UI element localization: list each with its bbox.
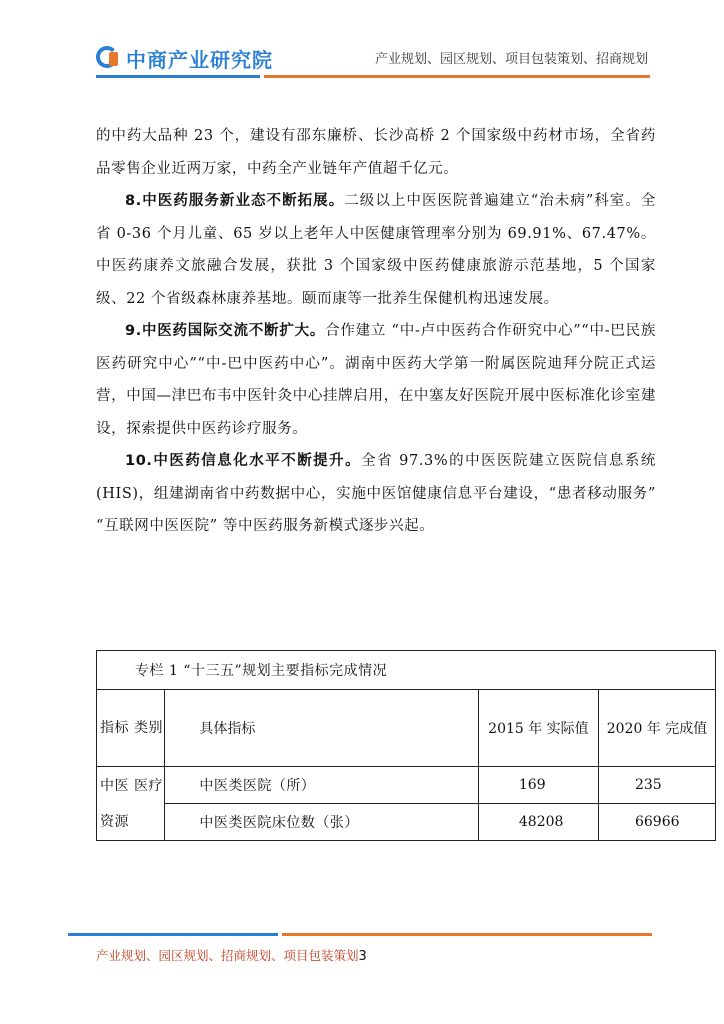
logo-text: 中商产业研究院 xyxy=(126,48,273,72)
paragraph-10 xyxy=(96,445,656,543)
item-cell: 中医类医院床位数（张） xyxy=(165,804,479,841)
paragraph-10-heading: 10.中医药信息化水平不断提升。 xyxy=(125,453,362,469)
category-cell: 中医 医疗 资源 xyxy=(97,767,165,841)
table-row xyxy=(97,767,716,804)
item-cell: 中医类医院（所） xyxy=(165,767,479,804)
paragraph-9-text: 合作建立 “中-卢中医药合作研究中心”“中-巴民族医药研究中心”“中-巴中医药中心”。湖南中医药大学第一附属医院迪拜分院正式运营，中国—津巴布韦中医针灸中心挂牌启用，在中塞友好医院开展中医标准化诊室建设，探索提供中医药诊疗服务。 xyxy=(96,323,656,437)
page-footer xyxy=(96,946,367,964)
paragraph-8-text: 二级以上中医医院普遍建立“治未病”科室。全省 0-36 个月儿童、65 岁以上老年人中医健康管理率分别为 69.91%、67.47%。中医药康养文旅融合发展，获批 3 个国家级中医药健康旅游示范基地，5 个国家级、22 个省级森林康养基地。颐而康等一批养生保健机构迅速发展。 xyxy=(96,193,656,307)
table-caption: 专栏 1 “十三五”规划主要指标完成情况 xyxy=(97,651,716,690)
header-category: 指标 类别 xyxy=(97,690,165,767)
value-2015-cell: 48208 xyxy=(478,804,598,841)
paragraph-8-heading: 8.中医药服务新业态不断拓展。 xyxy=(125,193,345,209)
value-2020-cell: 66966 xyxy=(598,804,715,841)
paragraph-9 xyxy=(96,315,656,445)
header-2015-actual: 2015 年 实际值 xyxy=(478,690,598,767)
footer-divider-blue xyxy=(68,933,278,936)
document-body xyxy=(96,120,656,543)
header-divider-blue xyxy=(96,75,260,78)
footer-tagline: 产业规划、园区规划、招商规划、项目包装策划 xyxy=(96,948,359,963)
page-header xyxy=(0,0,724,90)
footer-divider-orange xyxy=(282,933,652,936)
paragraph-1: 的中药大品种 23 个，建设有邵东廉桥、长沙高桥 2 个国家级中药材市场，全省药品零售企业近两万家，中药全产业链年产值超千亿元。 xyxy=(96,128,656,177)
table-row xyxy=(97,804,716,841)
paragraph-9-heading: 9.中医药国际交流不断扩大。 xyxy=(125,323,326,339)
table-caption-row xyxy=(97,651,716,690)
header-tagline: 产业规划、园区规划、项目包装策划、招商规划 xyxy=(374,52,648,67)
paragraph-8 xyxy=(96,185,656,315)
value-2020-cell: 235 xyxy=(598,767,715,804)
table-header-row xyxy=(97,690,716,767)
paragraph-10-text: 全省 97.3%的中医医院建立医院信息系统(HIS)，组建湖南省中药数据中心，实施中医馆健康信息平台建设，“患者移动服务” “互联网中医医院” 等中医药服务新模式逐步兴起。 xyxy=(96,453,656,534)
company-logo xyxy=(96,44,273,73)
indicator-table xyxy=(96,650,716,841)
value-2015-cell: 169 xyxy=(478,767,598,804)
header-2020-target: 2020 年 完成值 xyxy=(598,690,715,767)
header-item: 具体指标 xyxy=(165,690,479,767)
page-number: 3 xyxy=(358,949,367,964)
header-divider-orange xyxy=(264,75,650,78)
logo-icon xyxy=(96,46,122,72)
